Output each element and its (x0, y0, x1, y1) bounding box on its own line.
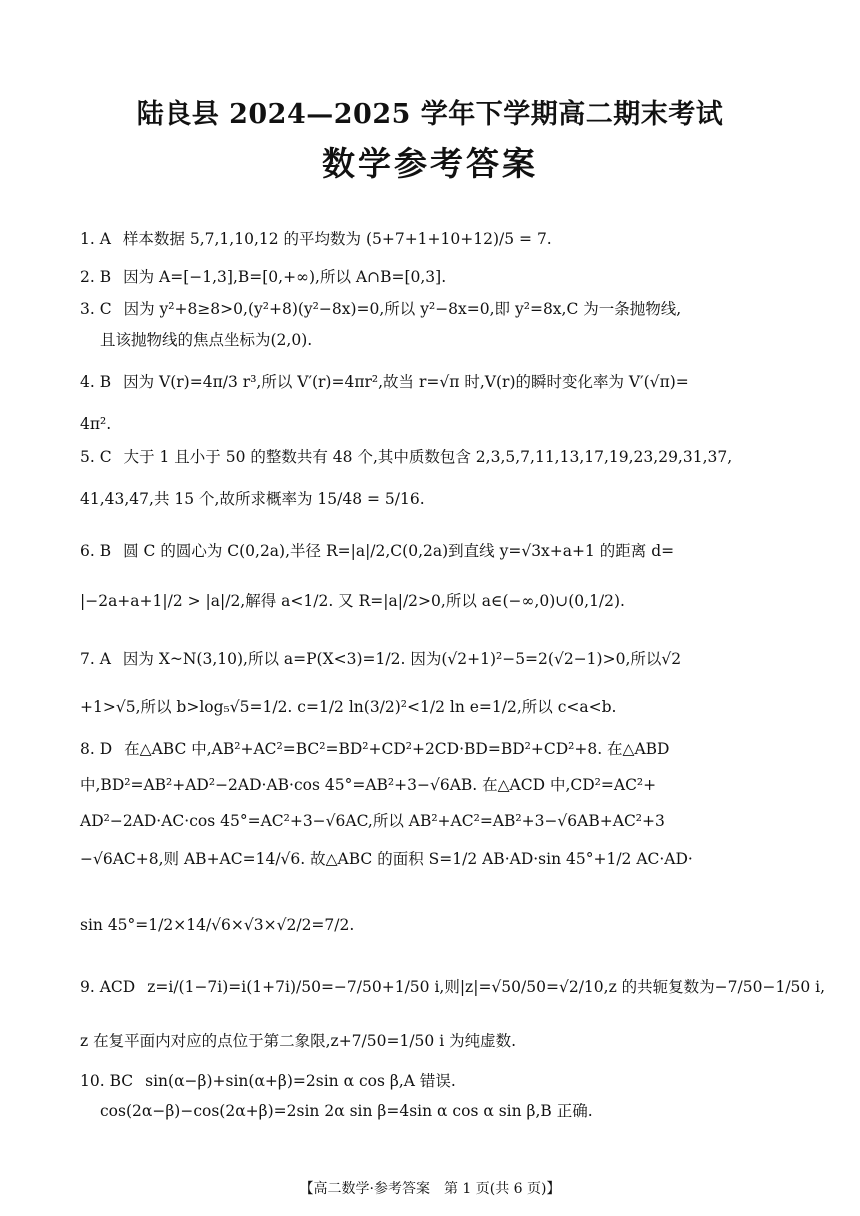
answer-line (80, 980, 825, 996)
answer-text: z=i/(1−7i)=i(1+7i)/50=−7/50+1/50 i,则|z|=√50/50=√2/10,z 的共轭复数为−7/50−1/50 i, (147, 978, 826, 996)
answer-line (80, 417, 111, 433)
answer-line (80, 492, 425, 508)
answer-text: 中,BD²=AB²+AD²−2AD·AB·cos 45°=AB²+3−√6AB. 在△ACD 中,CD²=AC²+ (80, 776, 657, 794)
answer-number: 4. B (80, 373, 112, 391)
document-subtitle: 数学参考答案 (322, 144, 538, 183)
answer-line (80, 918, 354, 934)
answer-line (80, 700, 616, 716)
answer-line (80, 1034, 516, 1050)
answer-line (80, 652, 681, 668)
answer-text: 在△ABC 中,AB²+AC²=BC²=BD²+CD²+2CD·BD=BD²+CD²+8. 在△ABD (124, 740, 670, 758)
answer-text: sin(α−β)+sin(α+β)=2sin α cos β,A 错误. (145, 1072, 456, 1090)
answer-number: 8. D (80, 740, 113, 758)
answer-line (80, 544, 674, 560)
answer-text: 因为 V(r)=4π/3 r³,所以 V′(r)=4πr²,故当 r=√π 时,V(r)的瞬时变化率为 V′(√π)= (123, 373, 689, 391)
answer-line (80, 852, 693, 868)
answer-line (80, 814, 665, 830)
answer-line (80, 594, 625, 610)
answer-line (80, 742, 669, 758)
answer-number: 10. BC (80, 1072, 134, 1090)
answer-line (80, 1074, 456, 1090)
answer-text: cos(2α−β)−cos(2α+β)=2sin 2α sin β=4sin α cos α sin β,B 正确. (100, 1102, 593, 1120)
answer-line (80, 375, 689, 391)
answer-number: 1. A (80, 230, 111, 248)
answer-text: 因为 A=[−1,3],B=[0,+∞),所以 A∩B=[0,3]. (123, 268, 447, 286)
answer-number: 3. C (80, 300, 112, 318)
answer-line (80, 302, 681, 318)
answer-text: 大于 1 且小于 50 的整数共有 48 个,其中质数包含 2,3,5,7,11,13,17,19,23,29,31,37, (123, 448, 733, 466)
answer-number: 9. ACD (80, 978, 136, 996)
answer-text: 因为 X~N(3,10),所以 a=P(X<3)=1/2. 因为(√2+1)²−5=2(√2−1)>0,所以√2 (122, 650, 682, 668)
answer-line (100, 333, 312, 349)
answer-text: −√6AC+8,则 AB+AC=14/√6. 故△ABC 的面积 S=1/2 AB·AD·sin 45°+1/2 AC·AD· (80, 850, 693, 868)
answer-text: |−2a+a+1|/2 > |a|/2,解得 a<1/2. 又 R=|a|/2>0,所以 a∈(−∞,0)∪(0,1/2). (80, 592, 625, 610)
answer-number: 2. B (80, 268, 112, 286)
answer-text: AD²−2AD·AC·cos 45°=AC²+3−√6AC,所以 AB²+AC²=AB²+3−√6AB+AC²+3 (80, 812, 665, 830)
answer-text: 样本数据 5,7,1,10,12 的平均数为 (5+7+1+10+12)/5 = 7. (122, 230, 552, 248)
page-footer: 【高二数学·参考答案 第 1 页(共 6 页)】 (299, 1181, 561, 1197)
answer-text: 且该抛物线的焦点坐标为(2,0). (100, 331, 313, 349)
answer-text: sin 45°=1/2×14/√6×√3×√2/2=7/2. (80, 916, 355, 934)
answer-line (80, 232, 552, 248)
answer-text: z 在复平面内对应的点位于第二象限,z+7/50=1/50 i 为纯虚数. (80, 1032, 517, 1050)
answer-text: 圆 C 的圆心为 C(0,2a),半径 R=|a|/2,C(0,2a)到直线 y=√3x+a+1 的距离 d= (123, 542, 675, 560)
answer-text: 因为 y²+8≥8>0,(y²+8)(y²−8x)=0,所以 y²−8x=0,即 y²=8x,C 为一条抛物线, (123, 300, 682, 318)
answer-text: +1>√5,所以 b>log₅√5=1/2. c=1/2 ln(3/2)²<1/2 ln e=1/2,所以 c<a<b. (80, 698, 617, 716)
answer-number: 5. C (80, 448, 112, 466)
answer-number: 6. B (80, 542, 112, 560)
answer-line (100, 1104, 593, 1120)
answer-text: 41,43,47,共 15 个,故所求概率为 15/48 = 5/16. (80, 490, 425, 508)
answer-line (80, 778, 656, 794)
document-title: 陆良县 2024—2025 学年下学期高二期末考试 (136, 99, 724, 130)
answer-line (80, 450, 732, 466)
answer-line (80, 270, 446, 286)
answer-number: 7. A (80, 650, 111, 668)
answer-text: 4π². (80, 415, 112, 433)
